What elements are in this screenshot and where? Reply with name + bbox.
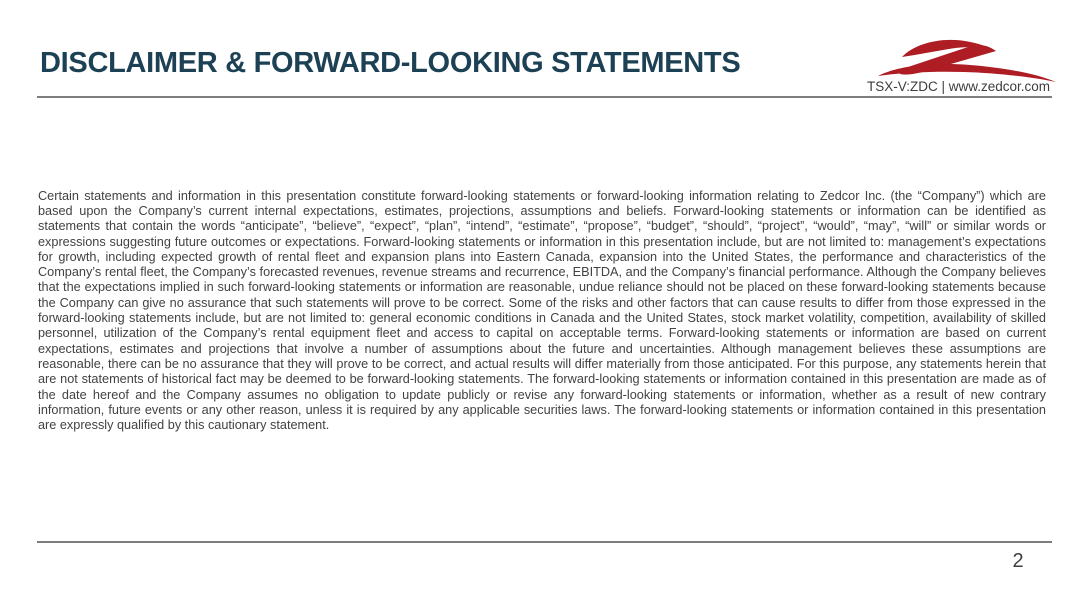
ticker-website-text: TSX-V:ZDC | www.zedcor.com xyxy=(866,79,1050,94)
page-number: 2 xyxy=(1012,550,1024,572)
zedcor-z-logo-icon xyxy=(872,32,1060,84)
slide-title: DISCLAIMER & FORWARD-LOOKING STATEMENTS xyxy=(40,47,741,79)
header-divider xyxy=(37,96,1052,98)
footer-divider xyxy=(37,541,1052,543)
disclaimer-paragraph: Certain statements and information in this presentation constitute forward-looking statements or forward-looking information relating to Zedcor Inc. (the “Company”) which are based upon the Company’s current internal expectations, estimates, projections, assumptions and beliefs. Forward-looking statements or information can be identified as statements that contain the words “anticipate”, “believe”, “expect”, “plan”, “intend”, “estimate”, “propose”, “budget”, “should”, “project”, “would”, “may”, “will” or similar words or expressions suggesting future outcomes or expectations. Forward-looking statements or information in this presentation include, but are not limited to: management’s expectations for growth, including expected growth of rental fleet and expansion plans into Eastern Canada, expansion into the United States, the performance and characteristics of the Company’s rental fleet, the Company’s forecasted revenues, revenue streams and recurrence, EBITDA, and the Company’s financial performance. Although the Company believes that the expectations implied in such forward-looking statements or information are reasonable, undue reliance should not be placed on these forward-looking statements because the Company can give no assurance that such statements will prove to be correct. Some of the risks and other factors that can cause results to differ from those expressed in the forward-looking statements include, but are not limited to: general economic conditions in Canada and the United States, stock market volatility, competition, availability of skilled personnel, utilization of the Company’s rental equipment fleet and access to capital on acceptable terms. Forward-looking statements or information are based on current expectations, estimates and projections that involve a number of assumptions about the future and uncertainties. Although management believes these assumptions are reasonable, there can be no assurance that they will prove to be correct, and actual results will differ materially from those anticipated. For this purpose, any statements herein that are not statements of historical fact may be deemed to be forward-looking statements. The forward-looking statements or information contained in this presentation are made as of the date hereof and the Company assumes no obligation to update publicly or revise any forward-looking statements or information, whether as a result of new contrary information, future events or any other reason, unless it is required by any applicable securities laws. The forward-looking statements or information contained in this presentation are expressly qualified by this cautionary statement. xyxy=(38,188,1046,433)
